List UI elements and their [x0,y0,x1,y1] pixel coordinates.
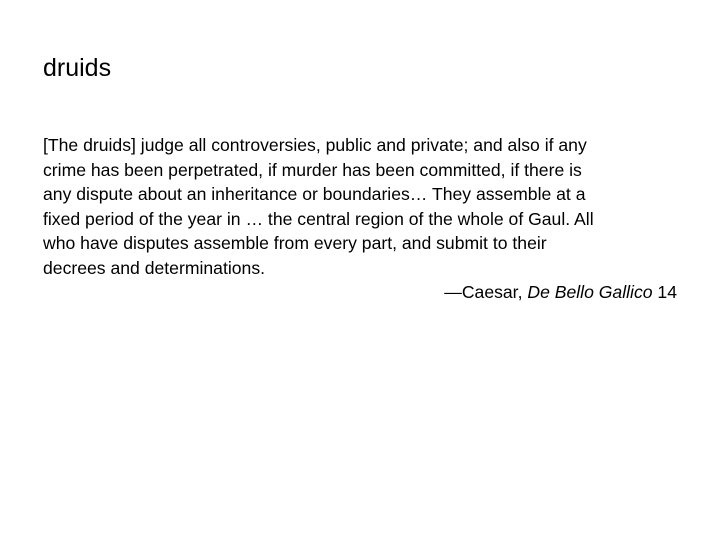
attribution-reference: 14 [652,282,677,302]
quote-text [43,133,693,281]
slide-title: druids [43,54,112,82]
quote-line: crime has been perpetrated, if murder has been committed, if there is [43,159,582,180]
attribution-work-title: De Bello Gallico [527,282,653,302]
quote-line: who have disputes assemble from every part, and submit to their [43,233,547,254]
quote-line: [The druids] judge all controversies, public and private; and also if any [43,135,587,155]
quote-attribution [444,280,677,304]
quote-line: fixed period of the year in … the central region of the whole of Gaul. All [43,208,594,229]
attribution-author: —Caesar, [444,282,528,302]
quote-line: decrees and determinations. [43,257,266,278]
quote-line: any dispute about an inheritance or boundaries… They assemble at a [43,184,586,205]
